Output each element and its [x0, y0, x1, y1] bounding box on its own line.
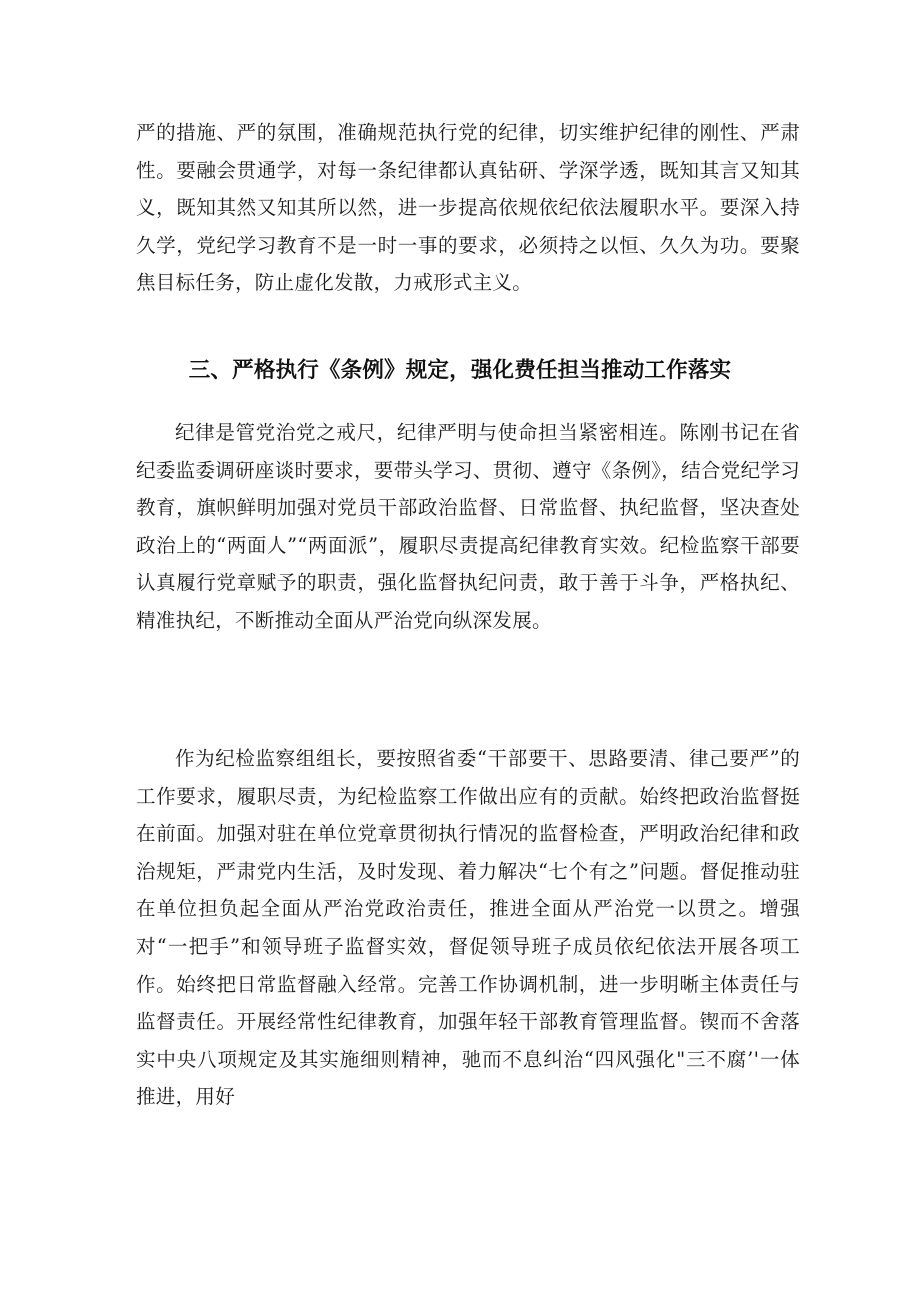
body-paragraph-1: 严的措施、严的氛围，准确规范执行党的纪律，切实维护纪律的刚性、严肃性。要融会贯通学，对每一条纪律都认真钻研、学深学透，既知其言又知其义，既知其然又知其所以然，进一步提高依规依纪依法履职水平。要深入持久学，党纪学习教育不是一时一事的要求，必须持之以恒、久久为功。要聚焦目标任务，防止虚化发散，力戒形式主义。	[136, 121, 800, 295]
body-paragraph-3: 作为纪检监察组组长，要按照省委“干部要干、思路要清、律己要严”的工作要求，履职尽责，为纪检监察工作做出应有的贡献。始终把政治监督挺在前面。加强对驻在单位党章贯彻执行情况的监督检查，严明政治纪律和政治规矩，严肃党内生活，及时发现、着力解决“七个有之”问题。督促推动驻在单位担负起全面从严治党政治责任，推进全面从严治党一以贯之。增强对“一把手”和领导班子监督实效，督促领导班子成员依纪依法开展各项工作。始终把日常监督融入经常。完善工作协调机制，进一步明晰主体责任与监督责任。开展经常性纪律教育，加强年轻干部教育管理监督。锲而不舍落实中央八项规定及其实施细则精神，驰而不息纠治“四风强化"三不腐’'一体推进，用好	[136, 747, 800, 1109]
body-paragraph-2: 纪律是管党治党之戒尺，纪律严明与使命担当紧密相连。陈刚书记在省纪委监委调研座谈时要求，要带头学习、贯彻、遵守《条例》，结合党纪学习教育，旗帜鲜明加强对党员干部政治监督、日常监督、执纪监督，坚决查处政治上的“两面人”“两面派”，履职尽责提高纪律教育实效。纪检监察干部要认真履行党章赋予的职责，强化监督执纪问责，敢于善于斗争，严格执纪、精准执纪，不断推动全面从严治党向纵深发展。	[136, 421, 800, 632]
section-heading: 三、严格执行《条例》规定，强化费任担当推动工作落实	[188, 358, 732, 383]
